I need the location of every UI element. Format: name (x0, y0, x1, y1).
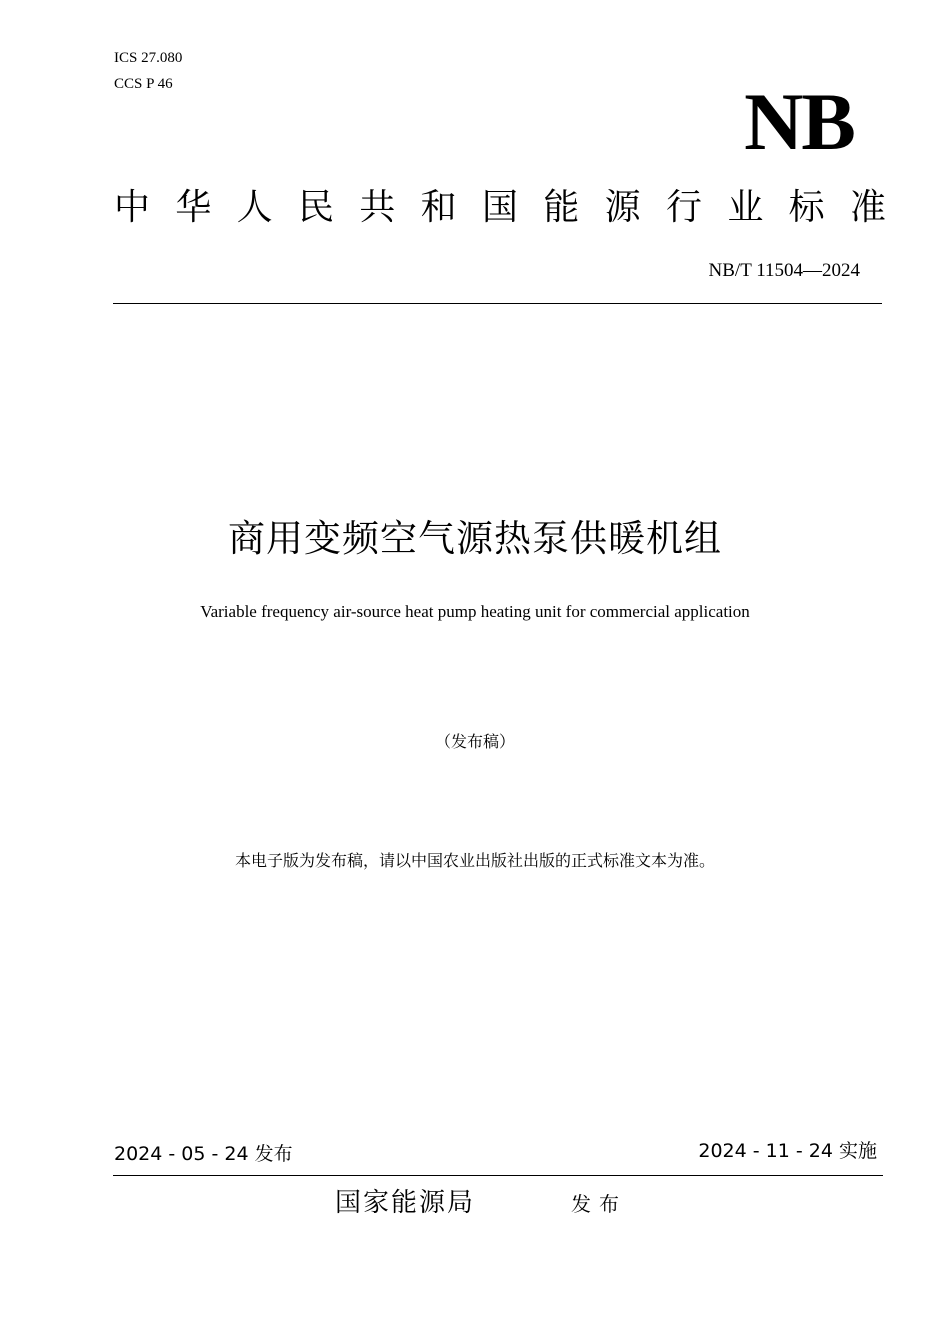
ccs-code: CCS P 46 (114, 76, 173, 92)
bottom-divider (113, 1175, 883, 1176)
ics-code: ICS 27.080 (114, 50, 183, 66)
publisher-name: 国家能源局 (335, 1188, 476, 1218)
edition-notice: 本电子版为发布稿，请以中国农业出版社出版的正式标准文本为准。 (234, 853, 715, 870)
nb-logo: NB (744, 76, 854, 167)
issue-date: 2024 - 05 - 24 发布 (114, 1143, 293, 1165)
document-title-english: Variable frequency air-source heat pump heating unit for commercial application (200, 602, 750, 621)
top-divider (113, 303, 882, 304)
draft-status-note: （发布稿） (434, 734, 515, 751)
standard-type-heading: 中华人民共和国能源行业标准 (114, 187, 886, 228)
standard-number: NB/T 11504—2024 (708, 260, 860, 281)
implementation-date: 2024 - 11 - 24 实施 (698, 1140, 877, 1162)
publish-label: 发布 (571, 1192, 627, 1216)
document-title-chinese: 商用变频空气源热泵供暖机组 (228, 517, 722, 560)
